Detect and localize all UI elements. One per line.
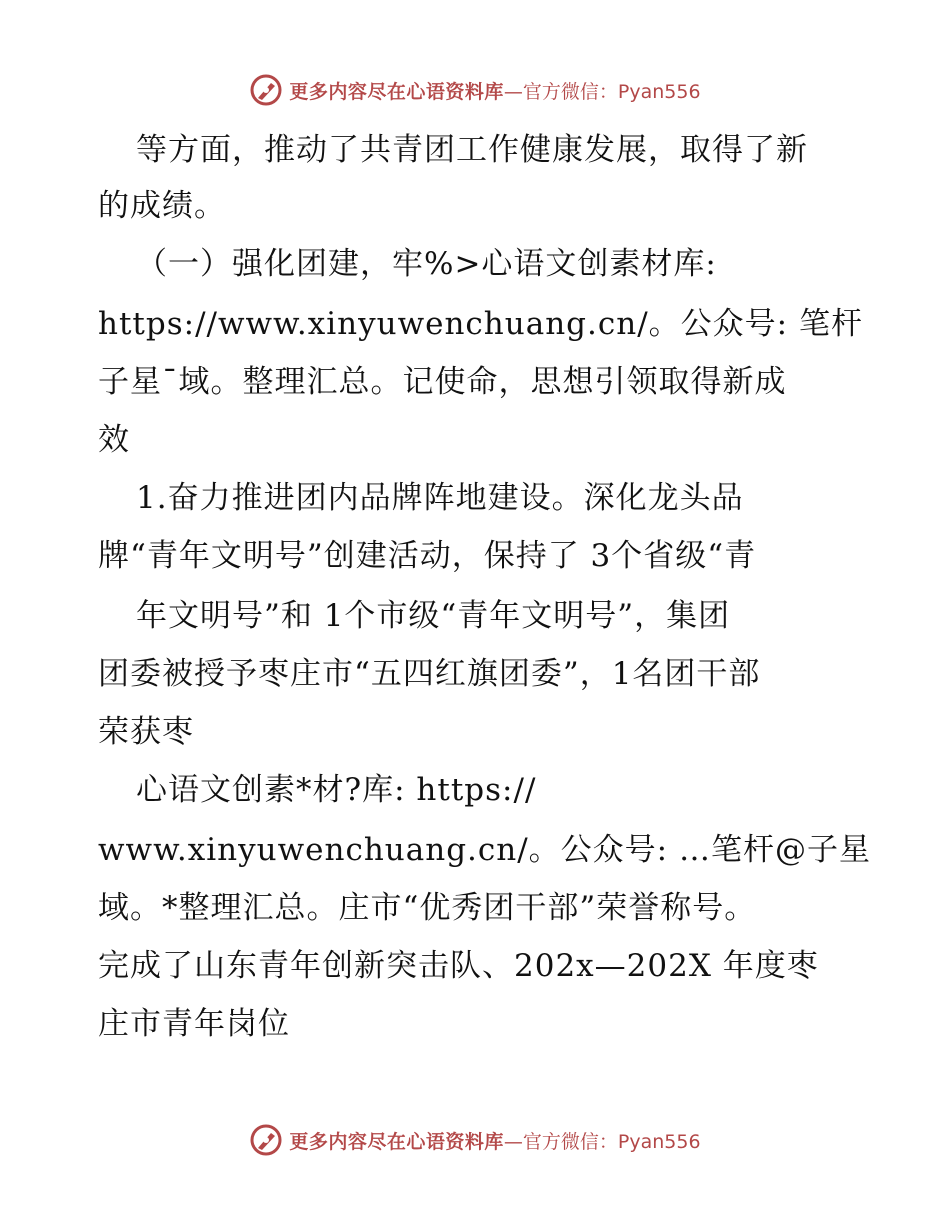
text-line: 荣获枣	[98, 714, 194, 750]
text-line: 子星¯域。整理汇总。记使命，思想引领取得新成	[98, 364, 787, 400]
watermark-banner-bottom	[0, 1120, 950, 1160]
text-line: 庄市青年岗位	[98, 1006, 290, 1042]
text-line: 域。*整理汇总。庄市“优秀团干部”荣誉称号。	[98, 890, 757, 926]
text-line: 团委被授予枣庄市“五四红旗团委”，1名团干部	[98, 656, 761, 692]
text-line: 1.奋力推进团内品牌阵地建设。深化龙头品	[136, 480, 744, 516]
watermark-banner-top	[0, 70, 950, 110]
text-line: 年文明号”和 1个市级“青年文明号”，集团	[136, 598, 731, 634]
text-line: www.xinyuwenchuang.cn/。公众号: …笔杆@子星	[98, 832, 871, 868]
watermark-main-text: 更多内容尽在心语资料库	[289, 80, 504, 103]
text-line: 完成了山东青年创新突击队、202x—202X 年度枣	[98, 948, 819, 984]
pen-logo-icon	[249, 1123, 283, 1157]
text-line: 的成绩。	[98, 188, 226, 224]
text-line: 心语文创素*材?库: https://	[136, 772, 537, 808]
watermark-sub-text: —官方微信：Pyan556	[503, 80, 701, 103]
text-line: （一）强化团建，牢%>心语文创素材库:	[136, 246, 717, 282]
text-line: https://www.xinyuwenchuang.cn/。公众号: 笔杆	[98, 306, 863, 342]
text-line: 效	[98, 422, 130, 458]
text-line: 牌“青年文明号”创建活动，保持了 3个省级“青	[98, 538, 757, 574]
watermark-main-text: 更多内容尽在心语资料库	[289, 1130, 504, 1153]
pen-logo-icon	[249, 73, 283, 107]
watermark-sub-text: —官方微信：Pyan556	[503, 1130, 701, 1153]
text-line: 等方面，推动了共青团工作健康发展，取得了新	[136, 132, 808, 168]
